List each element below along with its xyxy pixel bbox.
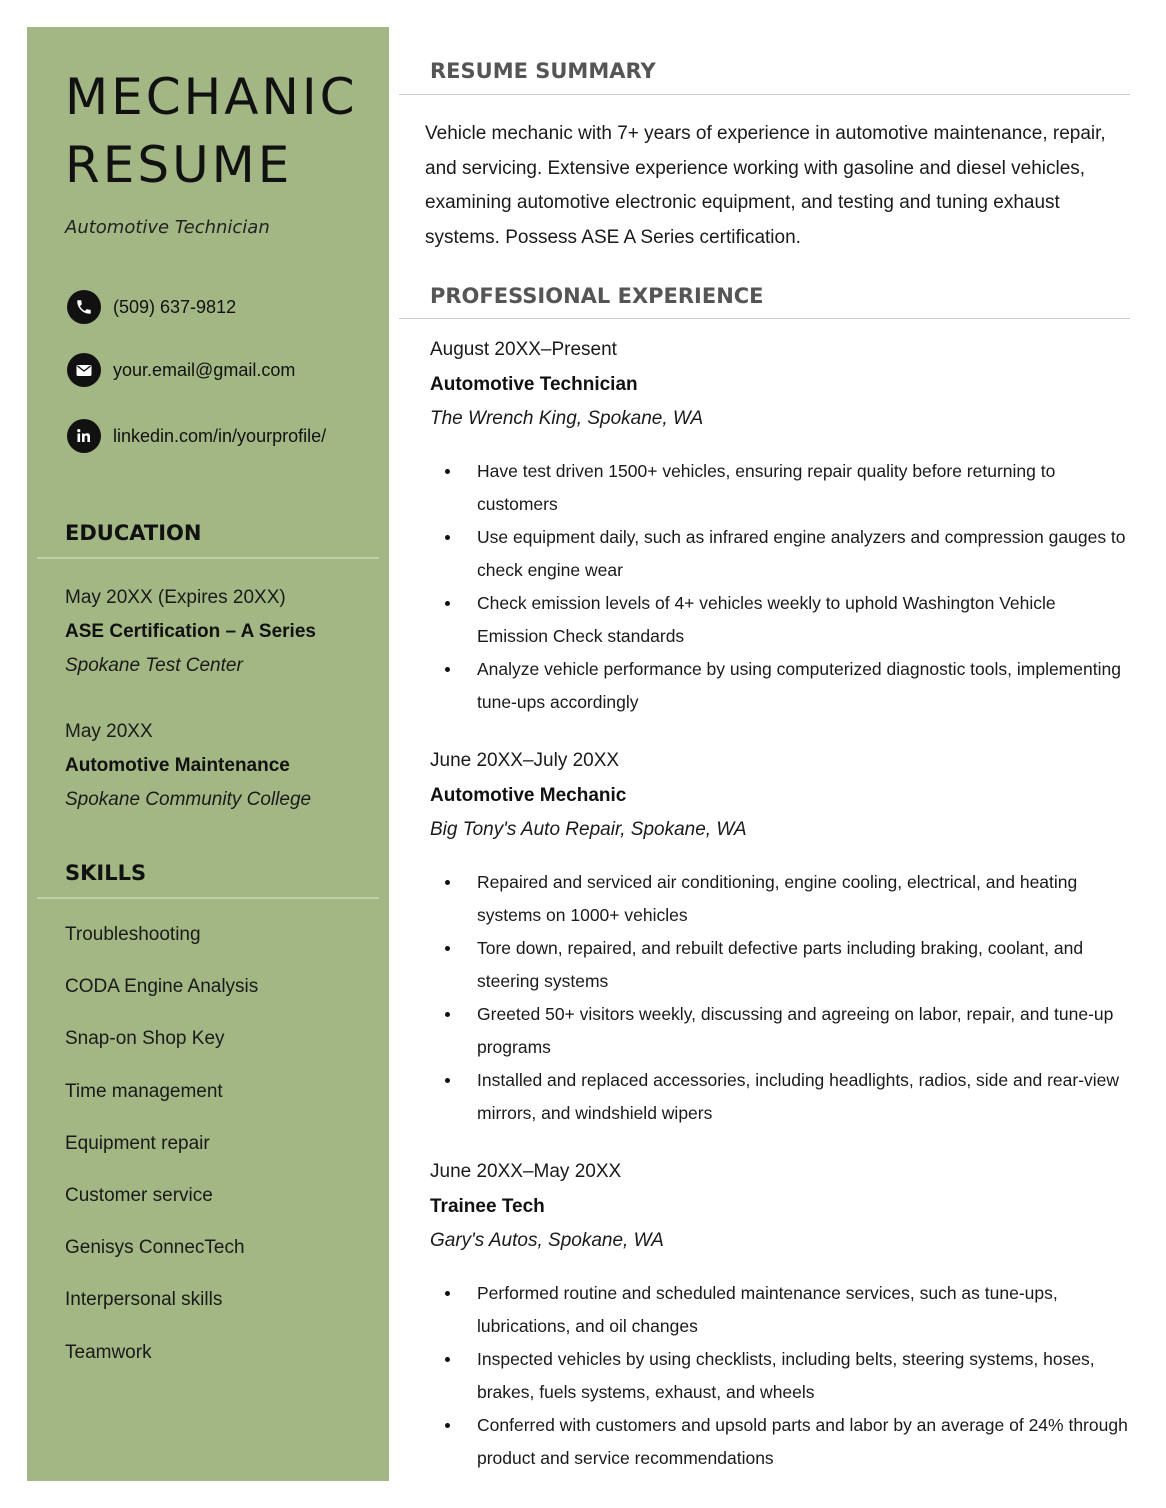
linkedin-url: linkedin.com/in/yourprofile/ [113,425,327,446]
job-bullet: Have test driven 1500+ vehicles, ensuring repair quality before returning to customers [477,455,1130,521]
skill-item: Genisys ConnecTech [65,1237,245,1259]
job-bullet: Analyze vehicle performance by using computerized diagnostic tools, implementing tune-ups accordingly [477,653,1130,719]
summary-divider [399,94,1130,95]
skill-item: Equipment repair [65,1132,210,1154]
skill-item: Time management [65,1080,223,1102]
job-bullet: Use equipment daily, such as infrared engine analyzers and compression gauges to check engine wear [477,521,1130,587]
contact-email[interactable] [67,353,295,387]
job-bullet: Performed routine and scheduled maintenance services, such as tune-ups, lubrications, and oil changes [477,1277,1130,1343]
skills-divider [37,897,379,899]
skill-item: Teamwork [65,1341,152,1363]
job-bullet: Tore down, repaired, and rebuilt defective parts including braking, coolant, and steering systems [477,932,1130,998]
job-bullet: Check emission levels of 4+ vehicles weekly to uphold Washington Vehicle Emission Check standards [477,587,1130,653]
job-bullets [430,1277,1130,1475]
job-title: Automotive Mechanic [430,785,627,806]
job-bullet: Installed and replaced accessories, including headlights, radios, side and rear-view mirrors, and windshield wipers [477,1064,1130,1130]
job-dates: June 20XX–May 20XX [430,1161,622,1182]
skills-heading: SKILLS [65,861,147,885]
job-dates: June 20XX–July 20XX [430,750,620,771]
education-institution: Spokane Test Center [65,655,243,676]
job-dates: August 20XX–Present [430,339,617,360]
phone-icon [67,290,101,324]
job-bullets [430,455,1130,719]
job-company: Gary's Autos, Spokane, WA [430,1230,664,1251]
job-company: The Wrench King, Spokane, WA [430,408,704,429]
experience-divider [399,318,1130,319]
job-subtitle: Automotive Technician [65,217,270,238]
job-bullet: Greeted 50+ visitors weekly, discussing and agreeing on labor, repair, and tune-up programs [477,998,1130,1064]
job-company: Big Tony's Auto Repair, Spokane, WA [430,819,747,840]
email-icon [67,353,101,387]
contact-phone[interactable] [67,290,236,324]
linkedin-icon [67,419,101,453]
skill-item: CODA Engine Analysis [65,976,259,998]
summary-heading: RESUME SUMMARY [430,59,656,83]
resume-title [65,63,358,199]
education-degree: ASE Certification – A Series [65,621,316,642]
education-degree: Automotive Maintenance [65,755,290,776]
skill-item: Customer service [65,1184,213,1206]
phone-number: (509) 637-9812 [113,296,237,317]
skill-item: Interpersonal skills [65,1289,223,1311]
job-bullets [430,866,1130,1130]
experience-heading: PROFESSIONAL EXPERIENCE [430,284,764,308]
education-institution: Spokane Community College [65,789,312,810]
education-date: May 20XX (Expires 20XX) [65,587,286,608]
job-bullet: Inspected vehicles by using checklists, including belts, steering systems, hoses, brakes, fuels systems, exhaust, and wheels [477,1343,1130,1409]
contact-linkedin[interactable] [67,419,326,453]
education-date: May 20XX [65,721,153,742]
job-entry [430,332,1130,719]
title-line-2: RESUME [65,136,293,194]
skill-item: Snap-on Shop Key [65,1028,225,1050]
education-item [65,581,316,683]
title-line-1: MECHANIC [65,68,358,126]
job-bullet: Repaired and serviced air conditioning, engine cooling, electrical, and heating systems on 1000+ vehicles [477,866,1130,932]
job-bullet: Conferred with customers and upsold parts and labor by an average of 24% through product and service recommendations [477,1409,1130,1475]
email-address: your.email@gmail.com [113,359,296,380]
job-entry [430,743,1130,1130]
summary-text: Vehicle mechanic with 7+ years of experience in automotive maintenance, repair, and servicing. Extensive experience working with gasoline and diesel vehicles, examining automotive electronic equipment, and testing and tuning exhaust systems. Possess ASE A Series certification. [425,123,1106,248]
sidebar [27,27,389,1481]
education-item [65,715,311,817]
job-title: Trainee Tech [430,1196,545,1217]
job-title: Automotive Technician [430,374,638,395]
job-entry [430,1154,1130,1475]
education-heading: EDUCATION [65,521,202,545]
education-divider [37,557,379,559]
skill-item: Troubleshooting [65,924,201,945]
skills-list [65,920,258,1390]
